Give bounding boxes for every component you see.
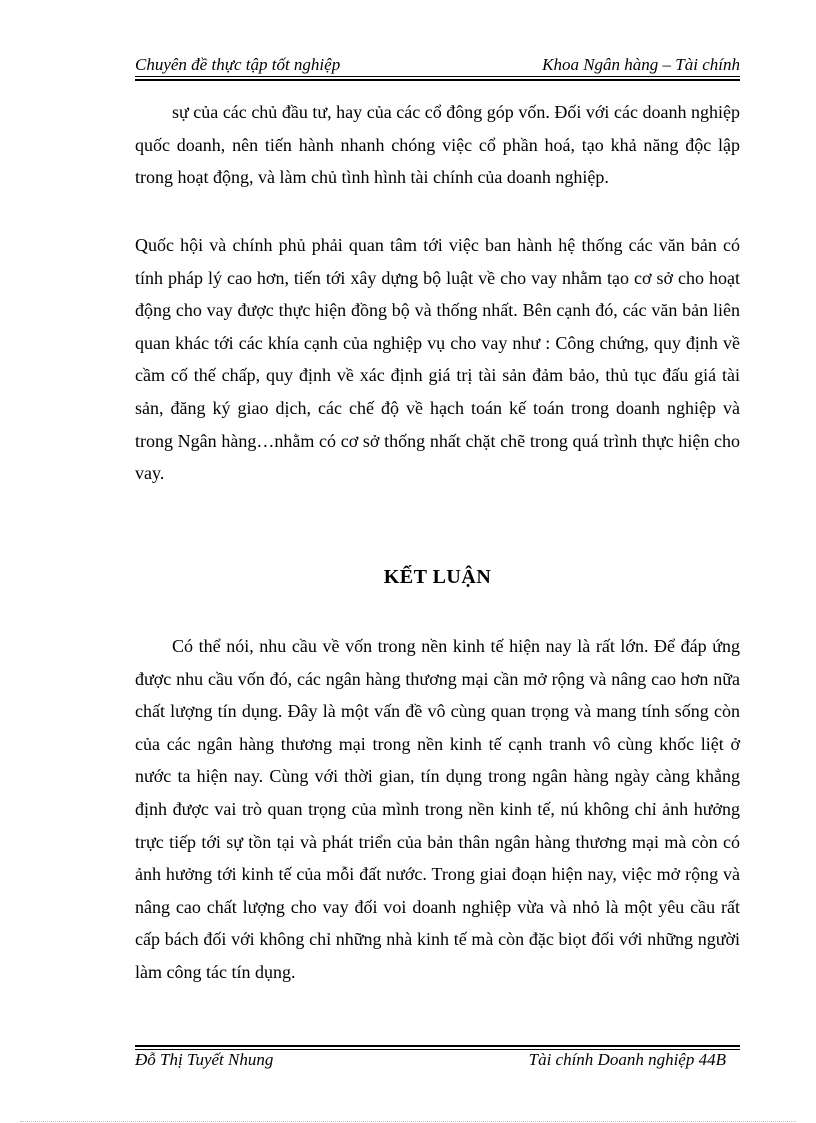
- footer-rule-thick: [135, 1045, 740, 1047]
- footer-class: Tài chính Doanh nghiệp 44B: [528, 1050, 726, 1069]
- page-edge-divider: [20, 1121, 796, 1122]
- paragraph-1: [135, 96, 740, 194]
- section-heading: KẾT LUẬN: [383, 566, 492, 588]
- paragraph-3-text: Có thể nói, nhu cầu về vốn trong nền kinh tế hiện nay là rất lớn. Để đáp ứng được nhu cầu vốn đó, các ngân hàng thương mại cần mở rộng và nâng cao hơn nữa chất lượng tín dụng. Đây là một vấn đề vô cùng quan trọng và mang tính sống còn của các ngân hàng thương mại trong nền kinh tế cạnh tranh vô cùng khốc liệt ở nước ta hiện nay. Cùng với thời gian, tín dụng trong ngân hàng ngày càng khẳng định được vai trò quan trọng của mình trong nền kinh tế, nú không chỉ ảnh hưởng trực tiếp tới sự tồn tại và phát triển của bản thân ngân hàng thương mại mà còn có ảnh hưởng tới kinh tế của mỗi đất nước. Trong giai đoạn hiện nay, việc mở rộng và nâng cao chất lượng cho vay đối voi doanh nghiệp vừa và nhỏ là một yêu cầu rất cấp bách đối với không chỉ những nhà kinh tế mà còn đặc biọt đối với những người làm công tác tín dụng.: [135, 636, 740, 982]
- footer-author: Đỗ Thị Tuyết Nhung: [135, 1050, 274, 1069]
- header-rule-thick: [135, 79, 740, 81]
- paragraph-1-text: sự của các chủ đầu tư, hay của các cổ đông góp vốn. Đối với các doanh nghiệp quốc doanh, nên tiến hành nhanh chóng việc cổ phần hoá, tạo khả năng độc lập trong hoạt động, và làm chủ tình hình tài chính của doanh nghiệp.: [135, 102, 740, 188]
- header-right-text: Khoa Ngân hàng – Tài chính: [542, 55, 740, 74]
- page-footer: [135, 1049, 740, 1071]
- header-rule: [135, 76, 740, 77]
- paragraph-3: [135, 630, 740, 989]
- header-left-text: Chuyên đề thực tập tốt nghiệp: [135, 55, 341, 74]
- paragraph-2: [135, 229, 740, 490]
- page-header: [135, 54, 740, 76]
- paragraph-2-text: Quốc hội và chính phủ phải quan tâm tới việc ban hành hệ thống các văn bản có tính pháp lý cao hơn, tiến tới xây dựng bộ luật về cho vay nhằm tạo cơ sở cho hoạt động cho vay được thực hiện đồng bộ và thống nhất. Bên cạnh đó, các văn bản liên quan khác tới các khía cạnh của nghiệp vụ cho vay như : Công chứng, quy định về cầm cố thế chấp, quy định về xác định giá trị tài sản đảm bảo, thủ tục đấu giá tài sản, đăng ký giao dịch, các chế độ về hạch toán kế toán trong doanh nghiệp và trong Ngân hàng…nhằm có cơ sở thống nhất chặt chẽ trong quá trình thực hiện cho vay.: [135, 235, 740, 484]
